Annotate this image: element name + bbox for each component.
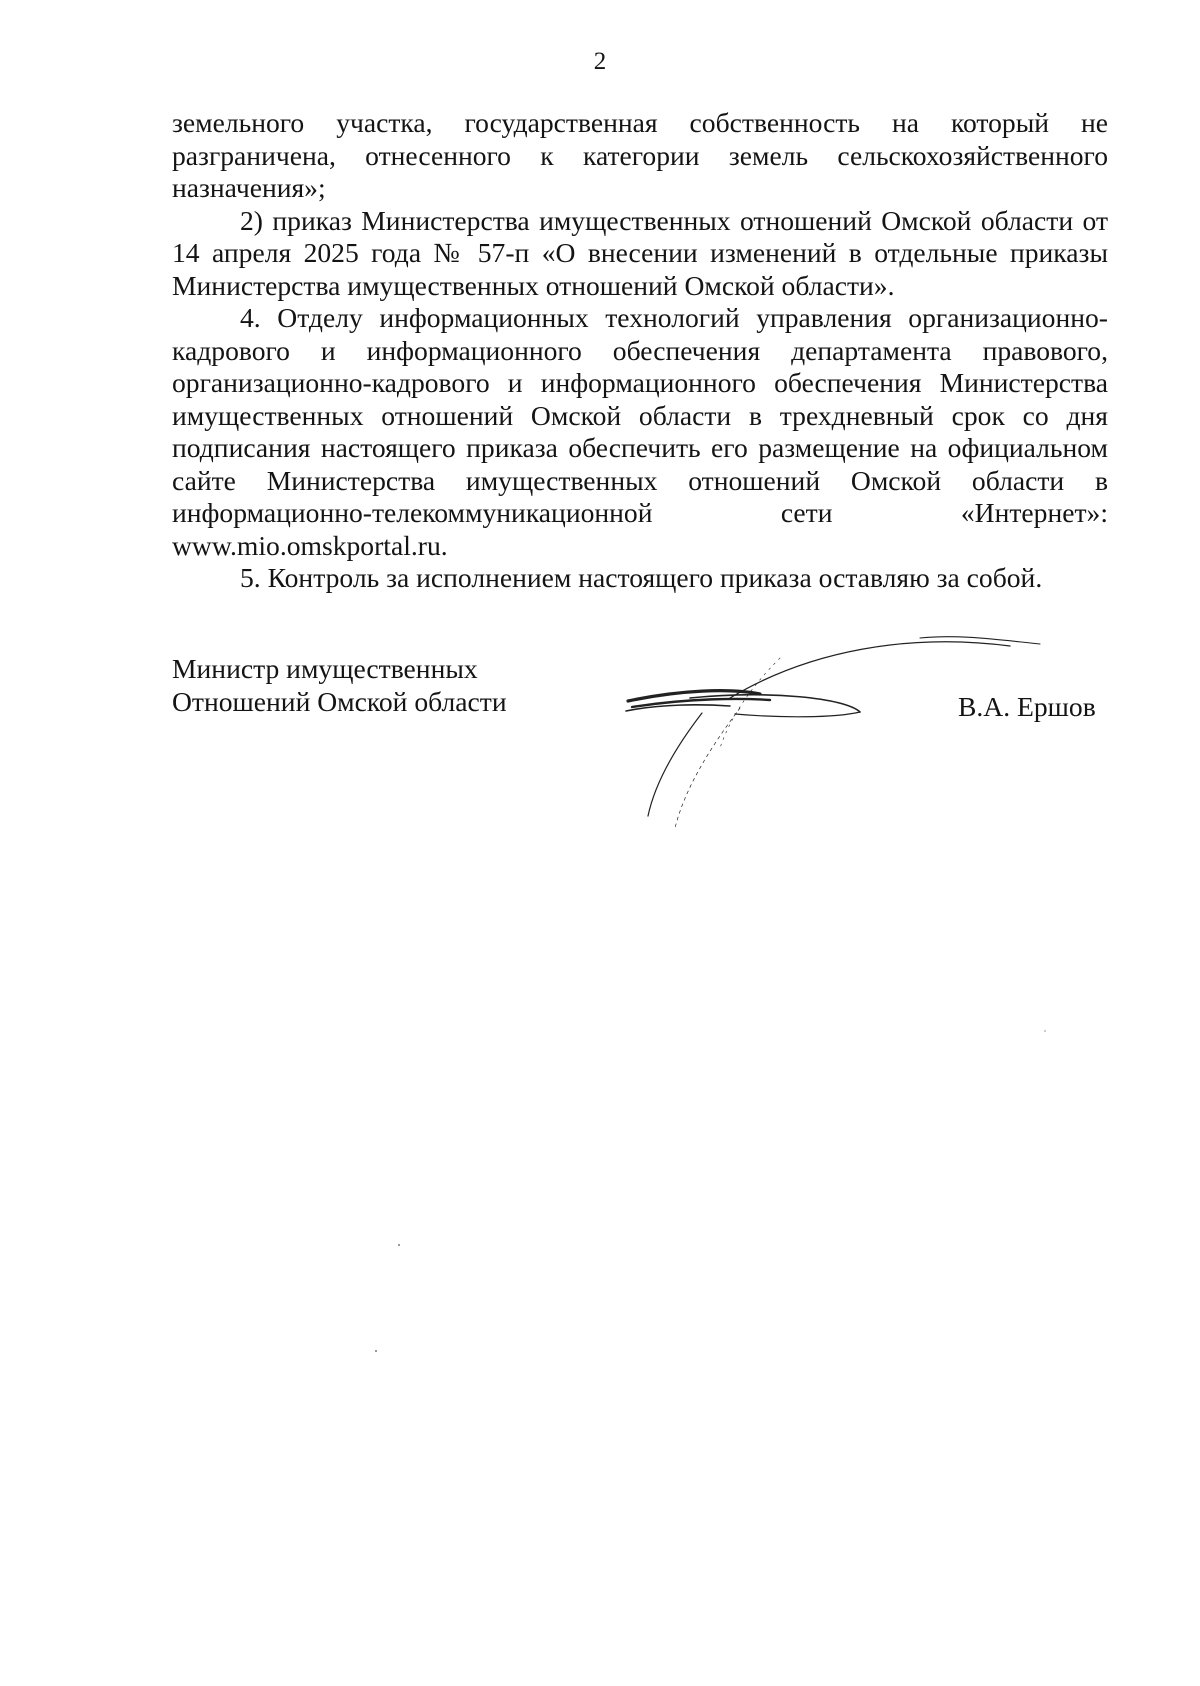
paragraph-item-5: 5. Контроль за исполнением настоящего приказа оставляю за собой. [240, 562, 1043, 593]
scan-speck [375, 1350, 377, 1352]
document-body [172, 107, 1108, 595]
signatory-title-line-2: Отношений Омской области [172, 685, 507, 717]
paragraph-item-4: 4. Отделу информационных технологий управления организационно-кадрового и информационного обеспечения департамента правового, организационно-кадрового и информационного обеспечения Министерства имущественных отношений Омской области в трехдневный срок со дня подписания настоящего приказа обеспечить его размещение на официальном сайте Министерства имущественных отношений Омской области в информационно-телекоммуникационной сети «Интернет»: www.mio.omskportal.ru. [172, 302, 1108, 561]
handwritten-signature [620, 628, 1060, 843]
signatory-name: В.А. Ершов [958, 691, 1096, 722]
scan-speck [1044, 1030, 1046, 1032]
paragraph-continuation: земельного участка, государственная собственность на который не разграничена, отнесенного к категории земель сельскохозяйственного назначения»; [172, 107, 1108, 203]
signatory-title-line-1: Министр имущественных [172, 653, 478, 684]
signatory-title [172, 653, 507, 718]
paragraph-item-2: 2) приказ Министерства имущественных отношений Омской области от 14 апреля 2025 года № 57-п «О внесении изменений в отдельные приказы Министерства имущественных отношений Омской области». [172, 204, 1108, 301]
scan-speck [398, 1244, 400, 1246]
page-number: 2 [593, 48, 607, 75]
